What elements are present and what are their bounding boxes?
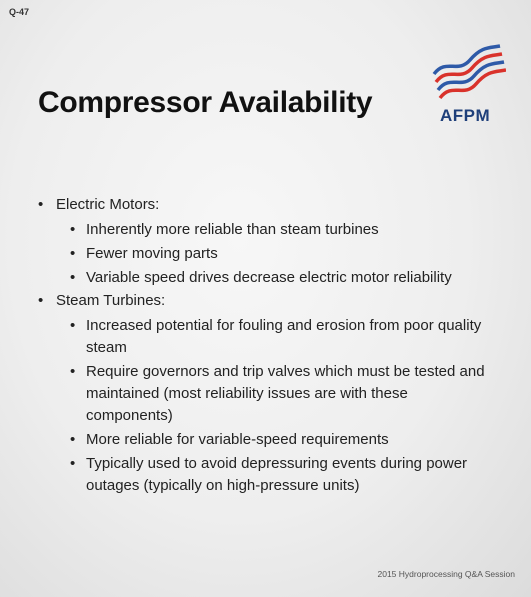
bullet-icon: • <box>70 455 76 472</box>
bullet-icon: • <box>38 196 44 213</box>
bullet-icon: • <box>70 221 76 238</box>
logo-text: AFPM <box>440 106 491 125</box>
list-item-text: Typically used to avoid depressuring events during power outages (typically on high-pressure units) <box>86 455 468 494</box>
bullet-icon: • <box>38 292 44 309</box>
list-item-text: Inherently more reliable than steam turbines <box>86 221 379 238</box>
list-item-electric-motors <box>38 193 488 289</box>
afpm-logo <box>428 40 508 135</box>
list-item <box>56 429 488 451</box>
list-item <box>56 453 488 497</box>
section-label: Electric Motors: <box>56 196 160 213</box>
list-item-text: Require governors and trip valves which must be tested and maintained (most reliability issues are with these components) <box>86 363 485 424</box>
list-item-text: More reliable for variable-speed requirements <box>86 431 389 448</box>
bullet-icon: • <box>70 245 76 262</box>
list-item <box>56 361 488 427</box>
bullet-icon: • <box>70 431 76 448</box>
bullet-content <box>38 193 488 497</box>
section-label: Steam Turbines: <box>56 292 166 309</box>
slide-id: Q-47 <box>9 7 30 17</box>
list-item-text: Variable speed drives decrease electric motor reliability <box>86 269 452 286</box>
logo-stripe-blue-1 <box>434 46 500 74</box>
list-item-steam-turbines <box>38 289 488 497</box>
list-item <box>56 219 488 241</box>
bullet-icon: • <box>70 269 76 286</box>
bullet-icon: • <box>70 363 76 380</box>
list-item-text: Increased potential for fouling and erosion from poor quality steam <box>86 317 482 356</box>
bullet-list <box>38 193 488 497</box>
sub-bullet-list <box>56 219 488 289</box>
list-item <box>56 267 488 289</box>
slide-title: Compressor Availability <box>38 86 373 119</box>
afpm-logo-icon <box>430 40 506 104</box>
list-item-text: Fewer moving parts <box>86 245 218 262</box>
bullet-icon: • <box>70 317 76 334</box>
footer-text: 2015 Hydroprocessing Q&A Session <box>377 569 515 579</box>
list-item <box>56 315 488 359</box>
sub-bullet-list <box>56 315 488 497</box>
list-item <box>56 243 488 265</box>
